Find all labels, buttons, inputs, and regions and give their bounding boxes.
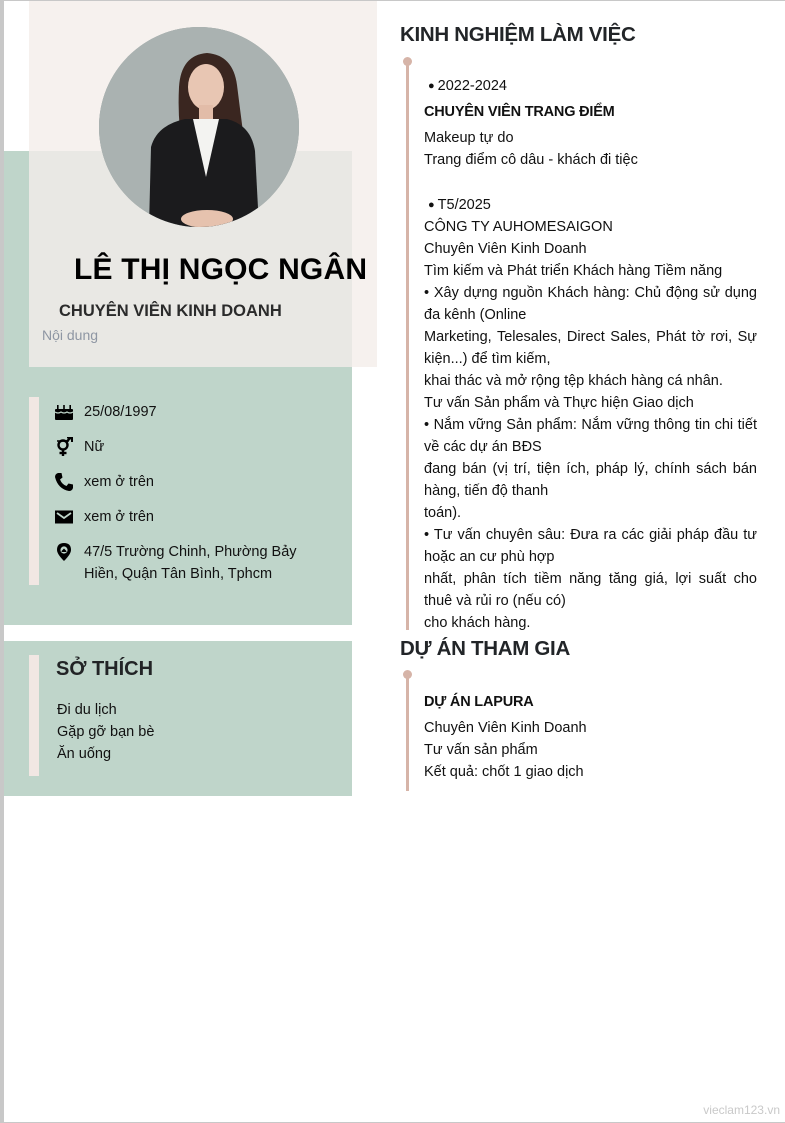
experience-line: khai thác và mở rộng tệp khách hàng cá nhân. <box>424 373 723 389</box>
experience-timeline-line <box>406 61 409 630</box>
candidate-job-title: CHUYÊN VIÊN KINH DOANH <box>59 302 282 320</box>
experience-role: CHUYÊN VIÊN TRANG ĐIỂM <box>424 104 615 120</box>
project-name: DỰ ÁN LAPURA <box>424 694 534 710</box>
watermark: vieclam123.vn <box>703 1103 780 1117</box>
phone-value: xem ở trên <box>84 474 154 490</box>
contact-email <box>54 506 304 528</box>
cv-page <box>4 1 785 1122</box>
candidate-name: LÊ THỊ NGỌC NGÂN <box>74 253 368 286</box>
project-line: Tư vấn sản phẩm <box>424 742 538 758</box>
birthday-value: 25/08/1997 <box>84 404 157 420</box>
project-line: Chuyên Viên Kinh Doanh <box>424 720 587 736</box>
experience-line: • Nắm vững Sản phẩm: Nắm vững thông tin chi tiết về các dự án BĐS <box>424 417 757 455</box>
birthday-cake-icon <box>54 401 74 423</box>
contact-gender <box>54 436 304 458</box>
project-entry <box>424 691 757 783</box>
contact-birthday <box>54 401 304 423</box>
projects-title: DỰ ÁN THAM GIA <box>400 637 570 660</box>
hobbies-title: SỞ THÍCH <box>56 658 154 680</box>
experience-line: Tư vấn Sản phẩm và Thực hiện Giao dịch <box>424 395 694 411</box>
experience-line: Tìm kiếm và Phát triển Khách hàng Tiềm năng <box>424 263 723 279</box>
contact-info-list <box>54 401 304 598</box>
experience-line: đang bán (vị trí, tiện ích, pháp lý, chính sách bán hàng, tiến độ thanh <box>424 461 757 499</box>
hobby-accent-bar <box>29 655 39 776</box>
experience-entry <box>424 75 757 171</box>
avatar-illustration-icon <box>99 27 299 227</box>
experience-line: toán). <box>424 505 462 521</box>
experience-line: nhất, phân tích tiềm năng tăng giá, lợi suất cho thuê và rủi ro (nếu có) <box>424 571 757 609</box>
experience-line: Chuyên Viên Kinh Doanh <box>424 241 587 257</box>
profile-photo <box>99 27 299 227</box>
candidate-summary: Nội dung <box>42 327 99 343</box>
hobby-item: Đi du lịch <box>57 702 117 718</box>
experience-entry <box>424 194 757 634</box>
hobby-item: Ăn uống <box>57 746 112 762</box>
experience-line: cho khách hàng. <box>424 615 531 631</box>
experience-line: Trang điểm cô dâu - khách đi tiệc <box>424 152 638 168</box>
contact-phone <box>54 471 304 493</box>
bullet-icon: ● <box>428 80 435 92</box>
gender-value: Nữ <box>84 439 105 455</box>
experience-line: Marketing, Telesales, Direct Sales, Phát tờ rơi, Sự kiện...) để tìm kiếm, <box>424 329 757 367</box>
phone-icon <box>54 471 74 493</box>
email-icon <box>54 506 74 528</box>
contact-accent-bar <box>29 397 39 585</box>
experience-line: • Tư vấn chuyên sâu: Đưa ra các giải pháp đầu tư hoặc an cư phù hợp <box>424 527 757 565</box>
email-value: xem ở trên <box>84 509 154 525</box>
experience-line: Makeup tự do <box>424 130 514 146</box>
hobby-item: Gặp gỡ bạn bè <box>57 724 155 740</box>
address-value: 47/5 Trường Chinh, Phường Bảy Hiền, Quận Tân Bình, Tphcm <box>84 544 297 582</box>
experience-line: • Xây dựng nguồn Khách hàng: Chủ động sử dụng đa kênh (Online <box>424 285 757 323</box>
experience-title: KINH NGHIỆM LÀM VIỆC <box>400 23 636 46</box>
contact-address <box>54 541 304 585</box>
experience-date: ● T5/2025 <box>428 197 491 213</box>
projects-timeline-line <box>406 674 409 791</box>
hobby-list <box>57 699 154 765</box>
experience-date: ● 2022-2024 <box>428 78 507 94</box>
location-pin-icon <box>54 541 74 563</box>
bullet-icon: ● <box>428 199 435 211</box>
project-line: Kết quả: chốt 1 giao dịch <box>424 764 584 780</box>
experience-line: CÔNG TY AUHOMESAIGON <box>424 219 613 235</box>
gender-icon <box>54 436 74 458</box>
